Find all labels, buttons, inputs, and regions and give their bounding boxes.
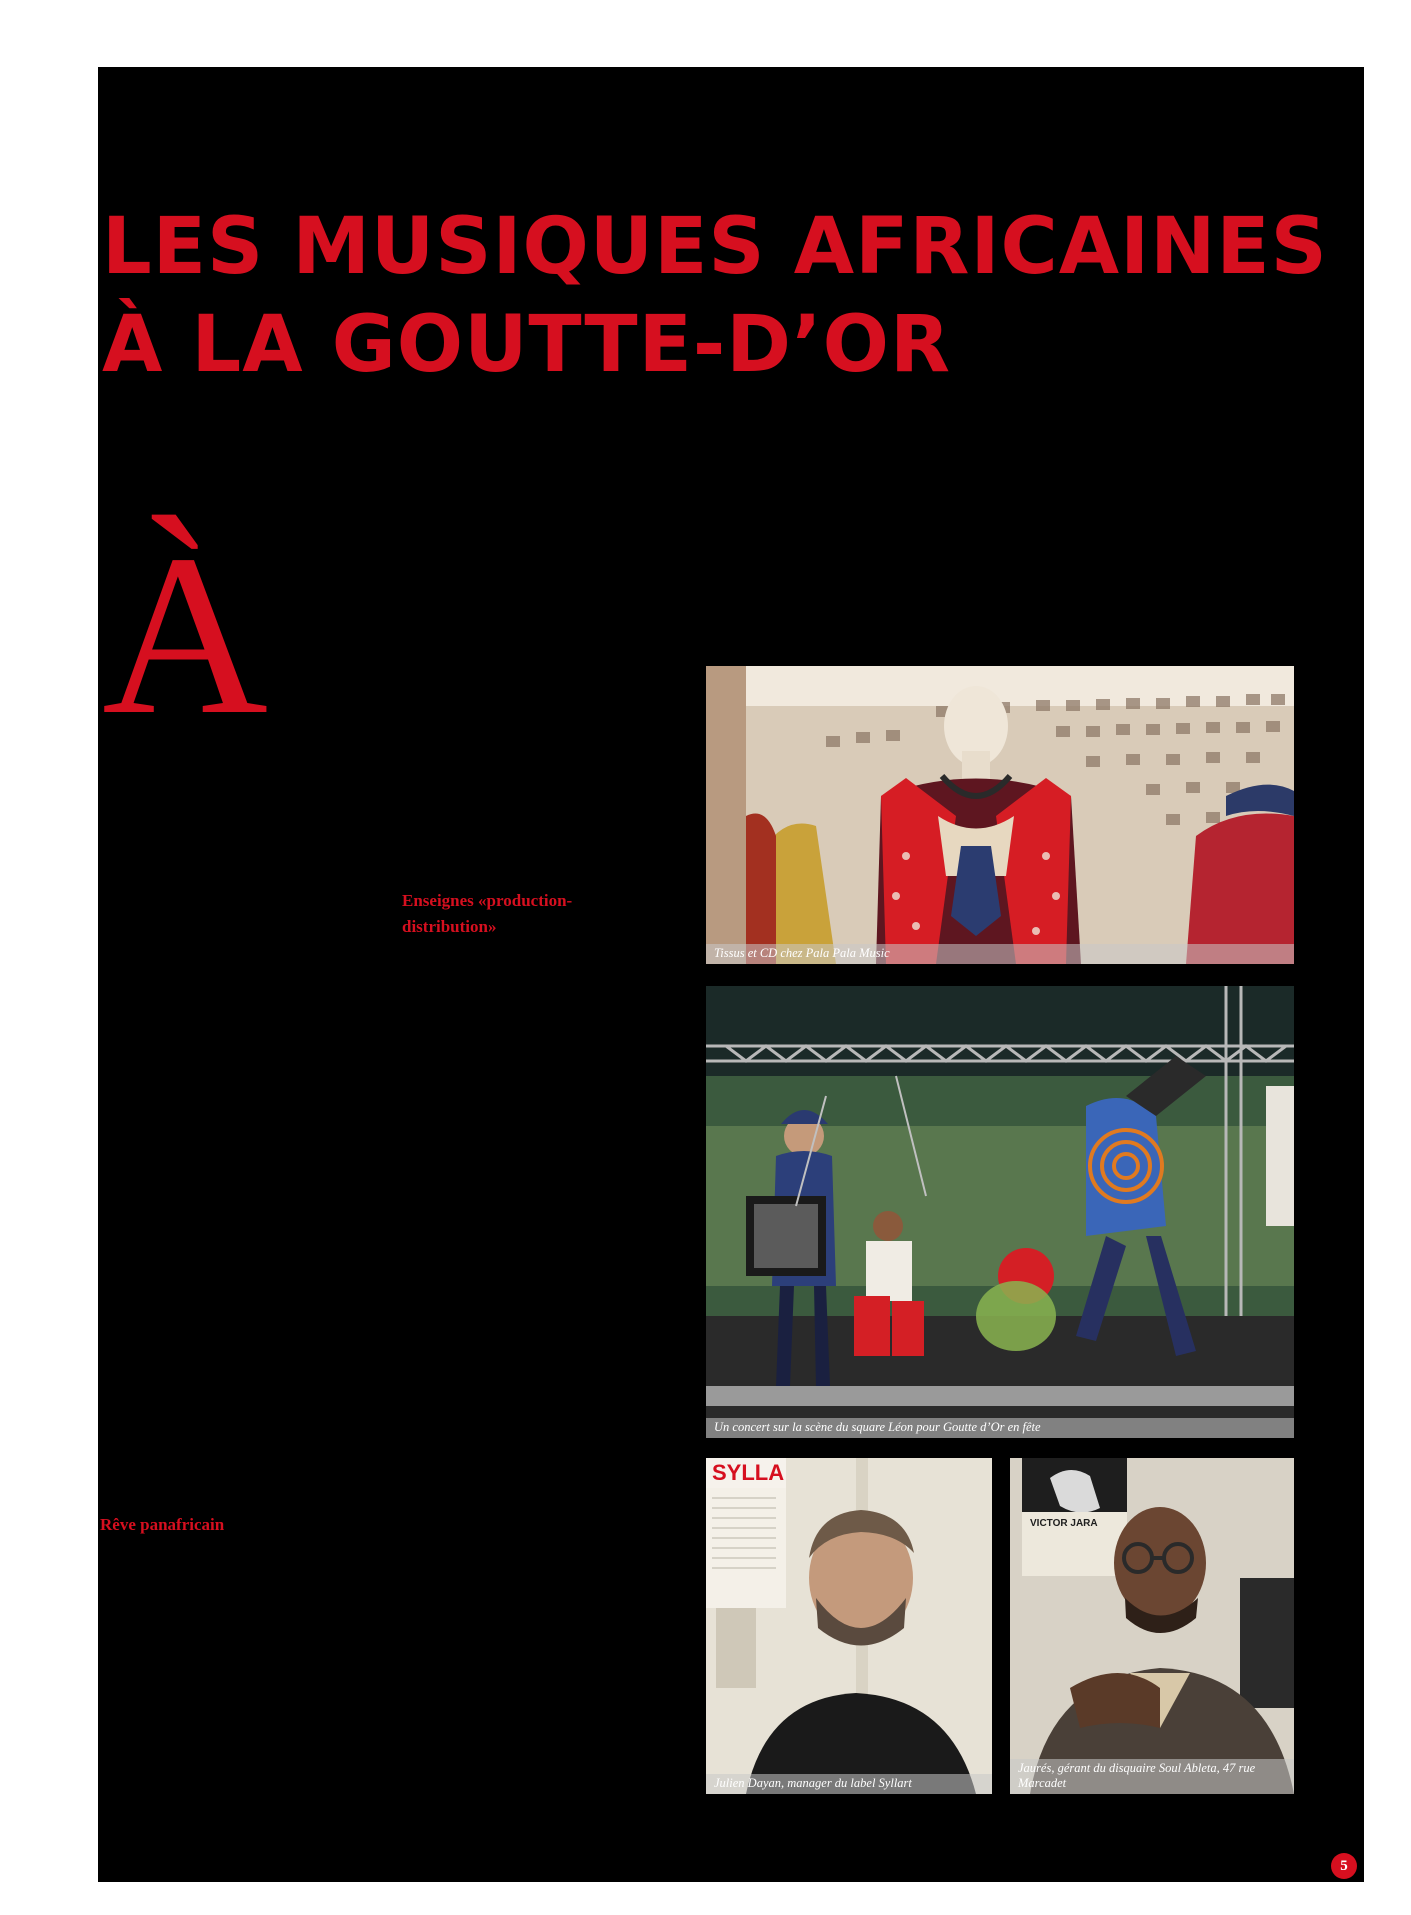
portrait-jaures-image — [1010, 1458, 1294, 1794]
photo-shop-interior — [706, 666, 1294, 964]
drop-cap: À — [102, 507, 269, 762]
title-line-2: À LA GOUTTE-D’OR — [102, 300, 952, 390]
portrait-julien-image — [706, 1458, 992, 1794]
photo-julien-dayan — [706, 1458, 992, 1794]
photo-caption: Tissus et CD chez Pala Pala Music — [706, 944, 1294, 964]
svg-text:VICTOR JARA: VICTOR JARA — [1030, 1518, 1098, 1529]
concert-image — [706, 986, 1294, 1438]
photo-concert — [706, 986, 1294, 1438]
title-line-1: LES MUSIQUES AFRICAINES — [102, 202, 1328, 292]
subhead-enseignes: Enseignes «production-distribution» — [402, 891, 573, 936]
photo-jaures — [1010, 1458, 1294, 1794]
page-number-badge: 5 — [1331, 1853, 1357, 1879]
photo-caption: Jaurés, gérant du disquaire Soul Ableta, 47 rue Marcadet — [1010, 1759, 1294, 1794]
shop-interior-image — [706, 666, 1294, 964]
svg-text:SYLLA: SYLLA — [712, 1460, 785, 1485]
subhead-reve-panafricain: Rêve panafricain — [100, 1515, 225, 1534]
photo-caption: Un concert sur la scène du square Léon pour Goutte d’Or en fête — [706, 1418, 1294, 1438]
article-title — [102, 198, 1328, 394]
photo-caption: Julien Dayan, manager du label Syllart — [706, 1774, 992, 1794]
